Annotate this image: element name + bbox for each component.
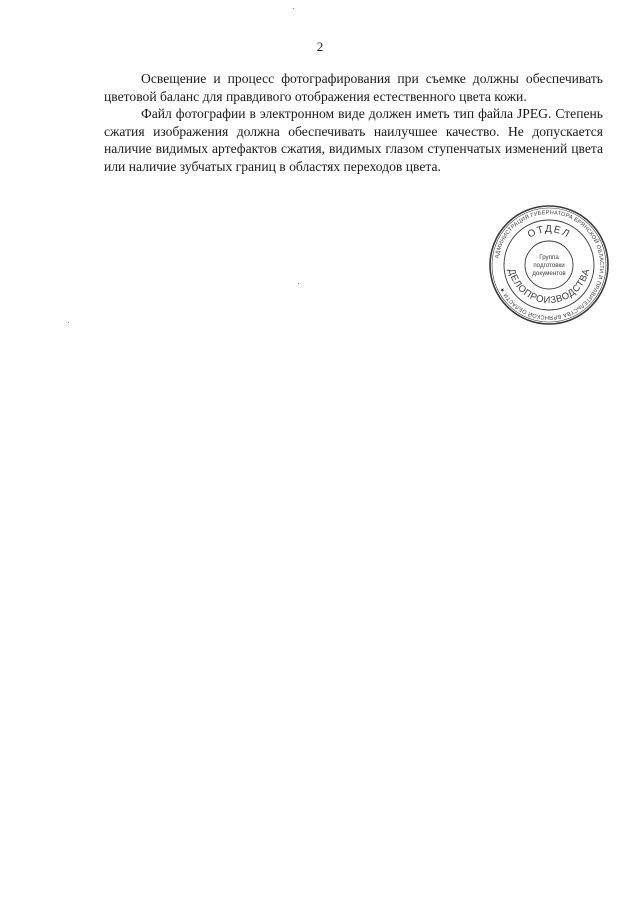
scan-speck	[298, 283, 299, 284]
stamp-bottom-word: ДЕЛОПРОИЗВОДСТВА	[505, 267, 593, 307]
scan-speck	[293, 8, 294, 9]
stamp-seal-icon	[488, 204, 610, 326]
paragraph-file-format: Файл фотографии в электронном виде должен иметь тип файла JPEG. Степень сжатия изображения должна обеспечивать наилучшее качество. Не допускается наличие видимых артефактов сжатия, видимых глазом ступенчатых изменений цвета или наличие зубчатых границ в областях переходов цвета.	[104, 106, 603, 174]
paragraph-lighting: Освещение и процесс фотографирования при съемке должны обеспечивать цветовой баланс для правдивого отображения естественного цвета кожи.	[104, 71, 603, 104]
stamp-center-line-2: подготовки	[533, 262, 565, 269]
stamp-outer-text: АДМИНИСТРАЦИЯ ГУБЕРНАТОРА БРЯНСКОЙ ОБЛАСТИ И ПРАВИТЕЛЬСТВА БРЯНСКОЙ ОБЛАСТИ ★	[494, 209, 605, 321]
stamp-center-line-1: Группа	[539, 254, 559, 261]
scan-speck	[68, 322, 69, 323]
stamp-center-line-3: документов	[532, 270, 566, 277]
office-stamp	[488, 204, 610, 326]
svg-text:ОТДЕЛ	[526, 224, 572, 241]
document-body	[104, 70, 603, 175]
page-number: 2	[316, 39, 324, 54]
stamp-top-word: ОТДЕЛ	[525, 223, 573, 241]
